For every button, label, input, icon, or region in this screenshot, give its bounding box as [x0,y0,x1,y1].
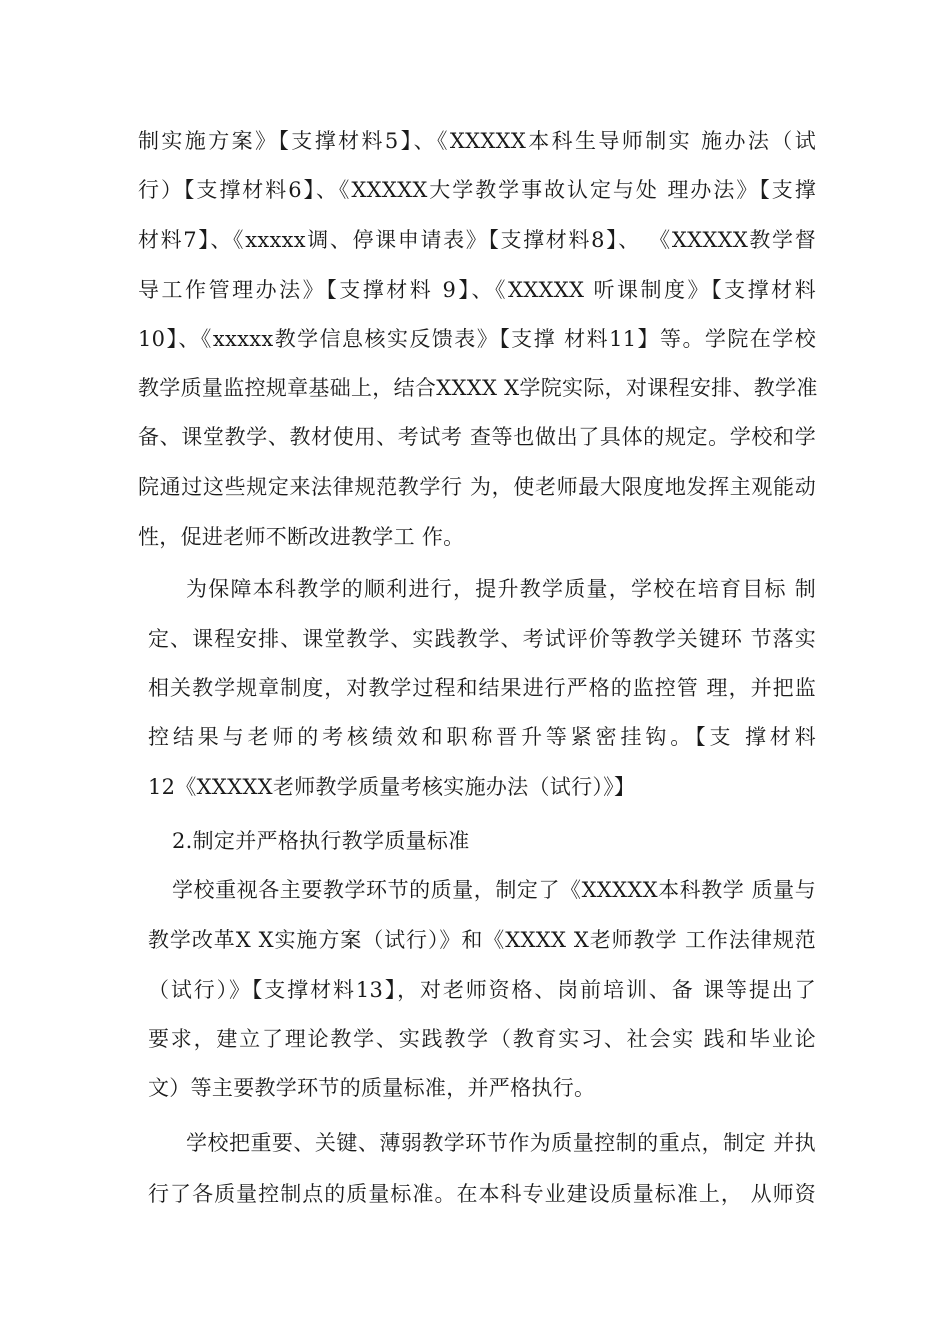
text-line: 行了各质量控制点的质量标准。在本科专业建设质量标准上， 从师资 [148,1182,816,1206]
text-line: 要求，建立了理论教学、实践教学（教育实习、社会实 践和毕业论 [148,1027,816,1051]
text-line: 控结果与老师的考核绩效和职称晋升等紧密挂钩。【支 撑材料 [148,725,816,749]
text-line: 导工作管理办法》【支撑材料 9】、《XXXXX 听课制度》【支撑材料 [138,278,816,302]
text-line: 12《XXXXX老师教学质量考核实施办法（试行）》】 [148,775,636,799]
text-line: 10】、《xxxxx教学信息核实反馈表》【支撑 材料11】等。学院在学校 [138,327,816,351]
text-line: 教学改革X X实施方案（试行）》和《XXXX X老师教学 工作法律规范 [148,928,816,952]
text-line: （试行）》【支撑材料13】，对老师资格、岗前培训、备 课等提出了 [148,978,816,1002]
text-line: 学校把重要、关键、薄弱教学环节作为质量控制的重点，制定 并执 [186,1131,816,1155]
text-line: 制实施方案》【支撑材料5】、《XXXXX本科生导师制实 施办法（试 [138,129,816,153]
text-line: 相关教学规章制度，对教学过程和结果进行严格的监控管 理，并把监 [148,676,816,700]
text-line: 教学质量监控规章基础上，结合XXXX X学院实际，对课程安排、教学准 [138,376,818,400]
text-line: 文）等主要教学环节的质量标准，并严格执行。 [148,1076,596,1100]
text-line: 备、课堂教学、教材使用、考试考 查等也做出了具体的规定。学校和学 [138,425,816,449]
text-line: 为保障本科教学的顺利进行，提升教学质量，学校在培育目标 制 [186,577,816,601]
text-line: 学校重视各主要教学环节的质量，制定了《XXXXX本科教学 质量与 [172,878,816,902]
text-line: 院通过这些规定来法律规范教学行 为，使老师最大限度地发挥主观能动 [138,475,816,499]
text-line: 定、课程安排、课堂教学、实践教学、考试评价等教学关键环 节落实 [148,627,816,651]
text-line: 行）【支撑材料6】、《XXXXX大学教学事故认定与处 理办法》【支撑 [138,178,816,202]
text-line: 性，促进老师不断改进教学工 作。 [138,525,465,549]
section-heading: 2.制定并严格执行教学质量标准 [172,829,470,853]
text-line: 材料7】、《xxxxx调、停课申请表》【支撑材料8】、 《XXXXX教学督 [138,228,816,252]
